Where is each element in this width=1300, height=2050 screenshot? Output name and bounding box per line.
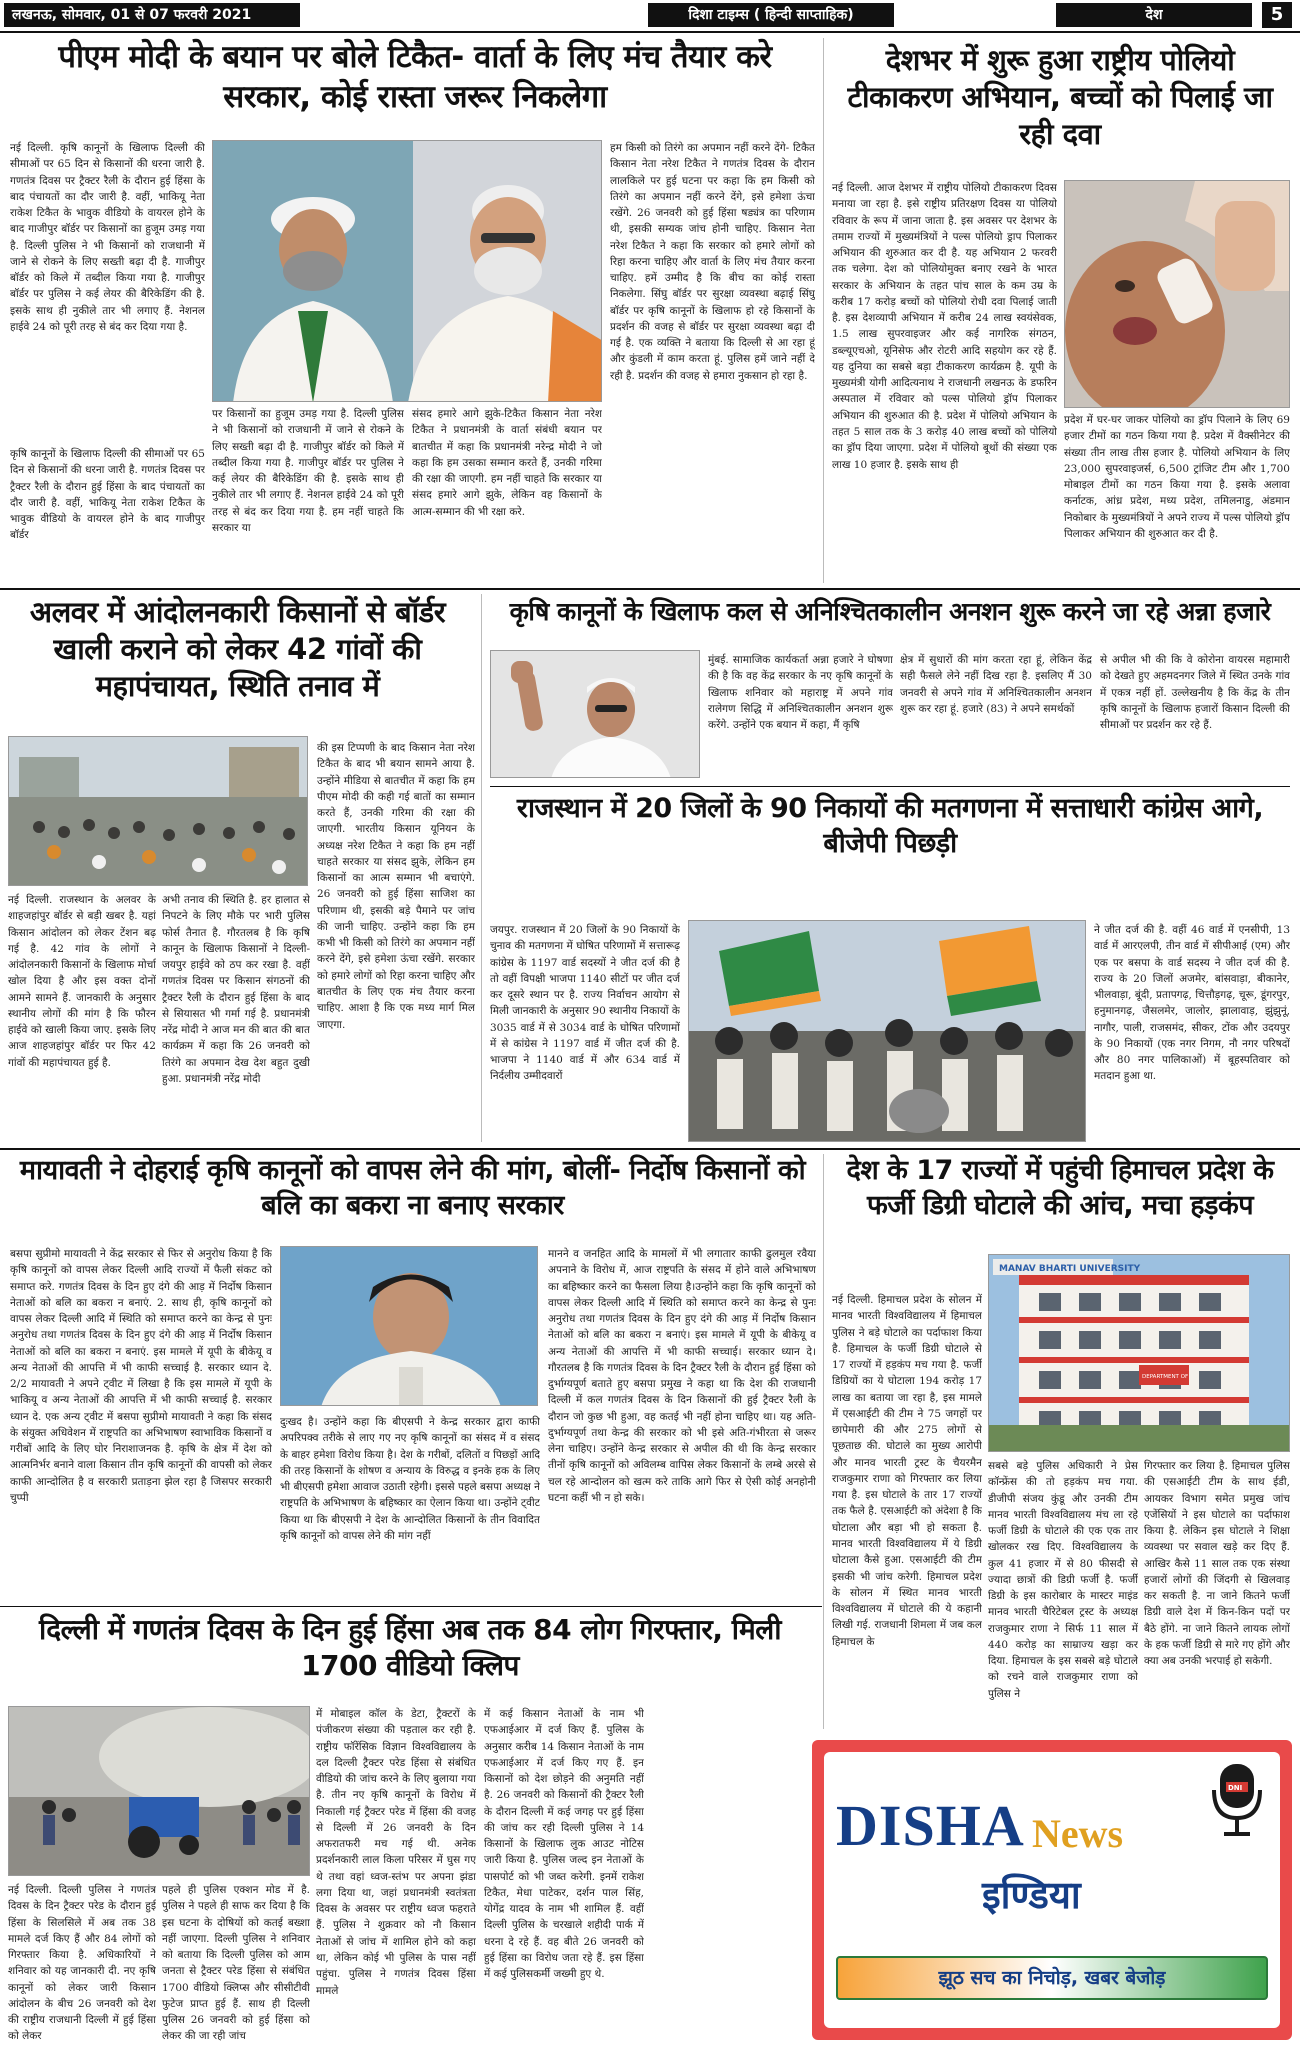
a4-headline: कृषि कानूनों के खिलाफ कल से अनिश्चितकालीन अनशन शुरू करने जा रहे अन्ना हजारे: [509, 597, 1271, 626]
a1-col4: [610, 140, 815, 582]
a7-col2: [988, 1458, 1138, 1729]
a5-col1-text: जयपुर. राजस्थान में 20 जिलों के 90 निकायों के चुनाव की मतगणना में घोषित परिणामों में सत्तारूढ़ कांग्रेस के 1197 वार्ड सदस्यों ने जीत दर्ज की है तो वहीं विपक्षी भाजपा 1140 सीटों पर जीत दर्ज कर दूसरे स्थान पर है. राज्य निर्वाचन आयोग से मिली जानकारी के अनुसार 90 स्थानीय निकायों के 3035 वार्ड में से 3034 वार्ड के घोषित परिणामों में से कांग्रेस ने 1197 वार्ड में जीत दर्ज की है. भाजपा ने 1140 वार्ड में और 634 वार्ड में निर्दलीय उम्मीदवारों: [490, 924, 680, 1083]
a2-col1: [832, 180, 1057, 582]
a2-headline: देशभर में शुरू हुआ राष्ट्रीय पोलियो टीकाकरण अभियान, बच्चों को पिलाई जा रही दवा: [847, 43, 1273, 152]
divider: [823, 38, 824, 583]
divider: [481, 594, 482, 1142]
masthead-rule: [0, 31, 1300, 33]
a8-col2-text: पहले ही पुलिस एक्शन मोड में है. पुलिस ने पहले ही साफ कर दिया है कि इस घटना के दोषियों को कतई बख्शा नहीं जाएगा. दिल्ली पुलिस ने शनिवार को बताया कि दिल्ली पुलिस को आम जनता से ट्रैक्टर परेड हिंसा से संबंधित 1700 वीडियो क्लिप्स और सीसीटीवी फुटेज प्राप्त हुई हैं. साथ ही दिल्ली पुलिस 26 जनवरी को हुई हिंसा को लेकर की जा रही जांच: [162, 1884, 310, 2042]
a1-headline: पीएम मोदी के बयान पर बोले टिकैत- वार्ता के लिए मंच तैयार करे सरकार, कोई रास्ता जरूर निकलेगा: [58, 39, 772, 115]
a8-col1-text: नई दिल्ली. दिल्ली पुलिस ने गणतंत्र दिवस के दिन ट्रैक्टर परेड के दौरान हुई हिंसा के सिलसिले में अब तक 38 मामले दर्ज किए हैं और 84 लोगों को गिरफ्तार किया है. अधिकारियों ने शनिवार को यह जानकारी दी. नए कृषि कानूनों को लेकर जारी किसान आंदोलन के बीच 26 जनवरी को देश की राष्ट्रीय राजधानी दिल्ली में हुई हिंसा को लेकर: [8, 1884, 156, 2042]
a4-col2: [900, 652, 1092, 780]
a8-col4: [484, 1706, 644, 2042]
a3-col2: [162, 892, 310, 1142]
ad-brand-news: News: [1032, 1811, 1124, 1856]
a3-col3-text: की इस टिप्पणी के बाद किसान नेता नरेश टिकैत के बाद भी बयान सामने आया है. उन्होंने मीडिया से बातचीत में कहा कि हम पीएम मोदी की कही गई बातों का सम्मान करते हैं, उनकी गरिमा की रक्षा की जाएगी. भारतीय किसान यूनियन के अध्यक्ष नरेश टिकैत ने कहा कि हम नहीं चाहते सरकार या संसद झुके, लेकिन हम किसानों का आत्म सम्मान भी बचाएंगे. 26 जनवरी को हुई हिंसा साजिश का परिणाम थी, इसकी बड़े पैमाने पर जांच की जानी चाहिए. उन्होंने कहा कि हम कभी भी किसी को तिरंगे का अपमान नहीं करने देंगे, इसे हमेशा ऊंचा रखेंगे. सरकार को हमारे लोगों को रिहा करना चाहिए और बातचीत के लिए एक मंच तैयार करना चाहिए. आशा है कि एक मध्य मार्ग मिल जाएगा.: [317, 742, 475, 1031]
section-label: देश: [1056, 3, 1252, 27]
a1-photo-tikait-modi: [212, 140, 602, 402]
a4-col3-text: से अपील भी की कि वे कोरोना वायरस महामारी को देखते हुए अहमदनगर जिले में स्थित उनके गांव में एकत्र नहीं हों. उल्लेखनीय है कि केंद्र के तीन कृषि कानूनों के खिलाफ हजारों किसान दिल्ली की सीमाओं पर प्रदर्शन कर रहे हैं.: [1100, 654, 1290, 732]
paper-name: दिशा टाइम्स ( हिन्दी साप्ताहिक): [648, 3, 894, 27]
a4-col1-text: मुंबई. सामाजिक कार्यकर्ता अन्ना हजारे ने घोषणा की है कि वह केंद्र सरकार के नए कृषि कानूनों के खिलाफ शनिवार को महाराष्ट्र में अपने गांव रालेगण सिद्धि में अनिश्चितकालीन अनशन शुरू करेंगे. उन्होंने एक बयान में कहा, मैं कृषि: [708, 654, 893, 732]
a6-col3: [548, 1246, 816, 1600]
a1-col1b: [10, 446, 205, 582]
disha-news-ad[interactable]: [812, 1740, 1292, 2040]
a2-col2: [1064, 412, 1290, 582]
department-sign: DEPARTMENT OF: [1142, 1374, 1189, 1380]
a1-col1b-text: कृषि कानूनों के खिलाफ दिल्ली की सीमाओं पर 65 दिन से किसानों की धरना जारी है. गणतंत्र दिवस पर ट्रैक्टर रैली के दौरान हुई हिंसा के बाद पंचायतों का दौर जारी है. वहीं, भाकियू नेता राकेश टिकैत के भावुक वीडियो के वायरल होने के बाद गाजीपुर बॉर्डर: [10, 448, 205, 542]
a6-col3-text: मानने व जनहित आदि के मामलों में भी लगातार काफी ढुलमुल रवैया अपनाने के विरोध में, आज राष्ट्रपति के संसद में होने वाले अभिभाषण का बहिष्कार करने का फैसला लिया है।उन्होंने कहा कि कृषि कानूनों को वापस लेकर दिल्ली आदि में स्थिति को समाप्त करने का केन्द्र से पुनः अनुरोध तथा गणतंत्र दिवस के दिन हुए दंगे की आड़ में निर्दोष किसान नेताओं को बलि का बकरा न बनाएं। इस मामले में यूपी के बीकेयू व अन्य नेताओं की आपत्ति में भी काफी सच्चाई। सरकार ध्यान दे। गौरतलब है कि गणतंत्र दिवस के दिन ट्रैक्टर रैली के दौरान हुई हिंसा को दुर्भाग्यपूर्ण बताते हुए बसपा प्रमुख ने कहा था कि देश की राजधानी दिल्ली में कल गणतंत्र दिवस के दिन किसानों की हुई ट्रैक्टर रैली के दौरान जो कुछ भी हुआ, वह कतई भी नहीं होना चाहिए था। यह अति-दुर्भाग्यपूर्ण तथा केन्द्र की सरकार को भी इसे अति-गंभीरता से जरूर लेना चाहिए। उन्होंने केन्द्र सरकार से अपील की थी कि केन्द्र सरकार तीनों कृषि कानूनों को अविलम्ब वापिस लेकर किसानों के लम्बे अरसे से चल रहे आन्दोलन को खत्म करे ताकि आगे फिर से ऐसी कोई अनहोनी घटना कहीं भी न हो सके।: [548, 1248, 816, 1504]
a3-col1: [8, 892, 156, 1142]
divider: [823, 1154, 824, 1729]
a3-photo-mahapanchayat: [8, 736, 308, 886]
a4-col1: [708, 652, 893, 780]
a6-photo-mayawati: [280, 1246, 538, 1406]
divider: [0, 1606, 822, 1607]
a8-col2: [162, 1882, 310, 2042]
a1-col2-text: पर किसानों का हुजूम उमड़ गया है. दिल्ली पुलिस ने भी किसानों को राजधानी में जाने से रोकने के लिए सख्ती बढ़ा दी है. गाजीपुर बॉर्डर को किले में तब्दील किया गया है. गाजीपुर बॉर्डर पर पुलिस ने कई लेयर की बैरिकेडिंग की है. इसके साथ ही नुकीले तार भी लगाए हैं. नेशनल हाईवे 24 को पूरी तरह से बंद कर दिया गया है. हम नहीं चाहते कि सरकार या: [212, 408, 404, 534]
section-rule: [0, 1148, 1300, 1150]
a1-col2: [212, 406, 404, 582]
a1-col3: [412, 406, 602, 582]
a1-col1: [10, 140, 205, 438]
a1-col3-text: संसद हमारे आगे झुके-टिकैत किसान नेता नरेश टिकैत ने प्रधानमंत्री के वार्ता संबंधी बयान पर बातचीत में कहा कि प्रधानमंत्री नरेन्द्र मोदी ने जो कहा कि हम उसका सम्मान करते हैं, उनकी गरिमा की रक्षा की जाएगी. हम नहीं चाहते कि सरकार या संसद हमारे आगे झुके, लेकिन वह किसानों के आत्म-सम्मान की भी रक्षा करे.: [412, 408, 602, 518]
a2-photo-polio-drops: [1064, 180, 1290, 408]
a7-col1-text: नई दिल्ली. हिमाचल प्रदेश के सोलन में मानव भारती विश्वविद्यालय में हिमाचल पुलिस ने बड़े घोटाले का पर्दाफाश किया है. हिमाचल के फर्जी डिग्री घोटाले से 17 राज्यों में हड़कंप मच गया है. फर्जी डिग्रियों का ये घोटाला 194 करोड़ 17 लाख का बताया जा रहा है, इस मामले में एसआईटी की टीम ने 75 जगहों पर छापेमारी की और 275 लोगों से पूछताछ की. घोटाले का मुख्य आरोपी और मानव भारती ट्रस्ट के चैयरमैन राजकुमार राणा को गिरफ्तार कर लिया गया है. इस घोटाले के तार 17 राज्यों तक फैले है. एसआईटी को अंदेशा है कि घोटाला और बड़ा भी हो सकता है. मानव भारती विश्वविद्यालय में ये डिग्री घोटाला कैसे हुआ. एसआईटी की टीम इसकी भी जांच करेगी. हिमाचल प्रदेश के सोलन में स्थित मानव भारती विश्वविद्यालय में घोटाले की ये कहानी लिखी गई. राजधानी शिमला में जब कल हिमाचल के: [832, 1294, 982, 1648]
masthead: [0, 0, 1300, 30]
a8-col3: [316, 1706, 476, 2042]
university-sign: MANAV BHARTI UNIVERSITY: [999, 1264, 1141, 1274]
a6-col1: [10, 1246, 272, 1600]
a7-photo-university: [988, 1254, 1290, 1452]
a8-col1: [8, 1882, 156, 2042]
a1-col4-text: हम किसी को तिरंगे का अपमान नहीं करने देंगे- टिकैत किसान नेता नरेश टिकैत ने गणतंत्र दिवस के दौरान लालकिले पर हुई घटना पर कहा कि हम किसी को तिरंगे का अपमान नहीं करने देंगे, इसे हमेशा ऊंचा रखेंगे. 26 जनवरी को हुई हिंसा षड्यंत्र का परिणाम थी, इसकी सम्यक जांच होनी चाहिए. किसान नेता नरेश टिकैत ने कहा कि सरकार को हमारे लोगों को रिहा करना चाहिए और वार्ता के लिए मंच तैयार करना चाहिए. हमें उम्मीद है कि बीच का कोई रास्ता निकलेगा. सिंघु बॉर्डर पर सुरक्षा व्यवस्था बढ़ाई सिंघु बॉर्डर पर कृषि कानूनों के खिलाफ हो रहे किसानों के प्रदर्शन की वजह से बॉर्डर पर सुरक्षा व्यवस्था बढ़ा दी गई है. एक व्यक्ति ने बताया कि दिल्ली से आ रहा हूं और कुंडली में काम करता हूं. पुलिस हमें जाने नहीं दे रही है. प्रदर्शन की वजह से हमारा नुकसान हो रहा है.: [610, 142, 815, 382]
a2-col1-text: नई दिल्ली. आज देशभर में राष्ट्रीय पोलियो टीकाकरण दिवस मनाया जा रहा है. इसे राष्ट्रीय प्रतिरक्षण दिवस या पोलियो रविवार के रूप में जाना जाता है. इस अवसर पर देशभर के तमाम राज्यों में मुख्यमंत्रियों ने पल्स पोलियो ड्राप पिलाकर अभियान की शुरुआत कर दी है. यह अभियान 2 फरवरी तक चलेगा. देश को पोलियोमुक्त बनाए रखने के भारत सरकार के अभियान के तहत पांच साल के कम उम्र के करीब 17 करोड़ बच्चों को पोलियो रोधी दवा पिलाई जाती है. इस देशव्यापी अभियान में करीब 24 लाख स्वयंसेवक, 1.5 लाख सुपरवाइजर और कई नागरिक संगठन, डब्ल्यूएचओ, यूनिसेफ और रोटरी आदि सहयोग कर रहे हैं. यह दुनिया का सबसे बड़ा टीकाकरण कार्यक्रम है. यूपी के मुख्यमंत्री योगी आदित्यनाथ ने राजधानी लखनऊ के डफरिन अस्पताल में रविवार को पल्स पोलियो ड्रॉप पिलाकर अभियान की शुरुआत की है. प्रदेश में पोलियो अभियान के तहत 5 साल तक के 3 करोड़ 40 लाख बच्चों को पोलियो का ड्रॉप दिया जाएगा. प्रदेश में पोलियो बूथों की संख्या एक लाख 10 हजार है. इसके साथ ही: [832, 182, 1057, 471]
a1-col1-text: नई दिल्ली. कृषि कानूनों के खिलाफ दिल्ली की सीमाओं पर 65 दिन से किसानों की धरना जारी है. गणतंत्र दिवस पर ट्रैक्टर रैली के दौरान हुई हिंसा के बाद पंचायतों का दौर जारी है. वहीं, भाकियू नेता राकेश टिकैत के भावुक वीडियो के वायरल होने के बाद गाजीपुर बॉर्डर पर किसानों का हुजूम उमड़ गया है. दिल्ली पुलिस ने भी किसानों को राजधानी में जाने से रोकने के लिए सख्ती बढ़ा दी है. गाजीपुर बॉर्डर को किले में तब्दील किया गया है. गाजीपुर बॉर्डर पर पुलिस ने कई लेयर की बैरिकेडिंग की है. इसके साथ ही नुकीले तार भी लगाए हैं. नेशनल हाईवे 24 को पूरी तरह से बंद कर दिया गया है.: [10, 142, 205, 333]
ad-tagline: झूठ सच का निचोड़, खबर बेजोड़: [836, 1956, 1268, 2000]
divider: [490, 786, 1290, 787]
a4-col2-text: क्षेत्र में सुधारों की मांग करता रहा हूं, लेकिन केंद्र सही फैसले लेने नहीं दिख रहा है. इसलिए मैं 30 जनवरी से अपने गांव में अनिश्चितकालीन अनशन शुरू कर रहा हूं. हजारे (83) ने अपने समर्थकों: [900, 654, 1092, 715]
a3-col1-text: नई दिल्ली. राजस्थान के अलवर के शाहजहांपुर बॉर्डर से बड़ी खबर है. यहां किसान आंदोलन को लेकर टेंशन बढ़ गई है. 42 गांव के लोगों ने आंदोलनकारी किसानों के खिलाफ मोर्चा खोल दिया है और इस वक्त दोनों आमने सामने हैं. जानकारी के अनुसार स्थानीय लोगों की मांग है कि फौरन हाईवे को खाली किया जाए. इसके लिए आज शाहजहांपुर बॉर्डर पर फिर 42 गांवों की महापंचायत हुई है.: [8, 894, 156, 1069]
page-number: 5: [1262, 2, 1292, 28]
a6-col2-text: दुःखद है। उन्होंने कहा कि बीएसपी ने केन्द्र सरकार द्वारा काफी अपरिपक्व तरीके से लाए गए नए कृषि कानूनों का संसद में व संसद के बाहर हमेशा विरोध किया है। देश के गरीबों, दलितों व पिछड़ों आदि की तरह किसानों के शोषण व अन्याय के विरुद्ध व इनके हक के लिए भी बीएसपी हमेशा आवाज उठाती रहेगी। इससे पहले बसपा अध्यक्ष ने राष्ट्रपति के अभिभाषण के बहिष्कार का ऐलान किया था। उन्होंने ट्वीट किया था कि बीएसपी ने देश के आन्दोलित किसानों के तीन विवादित कृषि कानूनों को वापस लेने की मांग नहीं: [280, 1416, 540, 1542]
a3-col3: [317, 740, 475, 1142]
a4-col3: [1100, 652, 1290, 780]
a5-headline: राजस्थान में 20 जिलों के 90 निकायों की मतगणना में सत्ताधारी कांग्रेस आगे, बीजेपी पिछड़ी: [516, 793, 1264, 859]
a5-photo-celebration: [688, 920, 1086, 1142]
a3-headline: अलवर में आंदोलनकारी किसानों से बॉर्डर खाली कराने को लेकर 42 गांवों की महापंचायत, स्थिति तनाव में: [29, 595, 446, 704]
a5-col1: [490, 922, 680, 1142]
a6-headline: मायावती ने दोहराई कृषि कानूनों को वापस लेने की मांग, बोलीं- निर्दोष किसानों को बलि का बकरा ना बनाए सरकार: [19, 1155, 806, 1221]
a2-col2-text: प्रदेश में घर-घर जाकर पोलियो का ड्रॉप पिलाने के लिए 69 हजार टीमों का गठन किया गया है. प्रदेश में वैक्सीनेटर की संख्या तीन लाख तीस हजार है. पोलियो अभियान के लिए 23,000 सुपरवाइजर्स, 6,500 ट्रांजिट टीम और 1,700 मोबाइल टीमों का गठन किया गया है. इसके अलावा कर्नाटक, आंध्र प्रदेश, मध्य प्रदेश, तमिलनाडु, अंडमान निकोबार के मुख्यमंत्रियों ने अपने राज्य में पल्स पोलियो ड्रॉप पिलाकर अभियान की शुरुआत कर दी है.: [1064, 414, 1290, 540]
mic-label: DNI: [1228, 1784, 1243, 1792]
a5-col2-text: ने जीत दर्ज की है. वहीं 46 वार्ड में एनसीपी, 13 वार्ड में आरएलपी, तीन वार्ड में सीपीआई (एम) और एक पर बसपा के वार्ड सदस्य ने जीत दर्ज की है. राज्य के 20 जिलों अजमेर, बांसवाड़ा, बीकानेर, भीलवाड़ा, बूंदी, प्रतापगढ़, चित्तौड़गढ़, चूरू, डूंगरपुर, हनुमानगढ़, जैसलमेर, जालोर, झालावाड़, झुंझुनूं, नागौर, पाली, राजसमंद, सीकर, टोंक और उदयपुर के 90 निकायों (एक नगर निगम, नौ नगर परिषदों और 80 नगर पालिकाओं) में बूहस्पतिवार को मतदान हुआ था.: [1094, 924, 1290, 1083]
a5-col2: [1094, 922, 1290, 1142]
ad-brand: DISHA: [836, 1793, 1025, 1858]
a7-col1: [832, 1292, 982, 1729]
dateline: लखनऊ, सोमवार, 01 से 07 फरवरी 2021: [4, 3, 300, 27]
a7-col3-text: गिरफ्तार कर लिया है. हिमाचल पुलिस की एसआईटी टीम के साथ ईडी, आयकर विभाग समेत प्रमुख जांच एजेंसियों ने इस घोटाले का पर्दाफाश किया है. लेकिन इस घोटाले ने शिक्षा व्यवस्था पर सवाल खड़े कर दिए हैं. आखिर कैसे 11 साल तक एक संस्था हजारों लोगों की जिंदगी से खिलवाड़ कर सकती है. ना जाने कितने फर्जी डिग्री वाले देश में किन-किन पदों पर बैठे होंगे. ना जाने कितने लायक लोगों के हक फर्जी डिग्री से मारे गए होंगे और क्या अब उनकी भरपाई हो सकेगी.: [1144, 1460, 1290, 1668]
a7-headline: देश के 17 राज्यों में पहुंची हिमाचल प्रदेश के फर्जी डिग्री घोटाले की आंच, मचा हड़कंप: [846, 1155, 1274, 1221]
a4-photo-anna-hazare: [490, 650, 700, 778]
a8-headline: दिल्ली में गणतंत्र दिवस के दिन हुई हिंसा अब तक 84 लोग गिरफ्तार, मिली 1700 वीडियो क्लिप: [39, 1613, 781, 1682]
a8-col4-text: में कई किसान नेताओं के नाम भी एफआईआर में दर्ज किए हैं. पुलिस के अनुसार करीब 14 किसान नेताओं के नाम एफआईआर में दर्ज किए गए हैं. इन किसानों को देश छोड़ने की अनुमति नहीं है. 26 जनवरी को किसानों की ट्रैक्टर रैली के दौरान दिल्ली में कई जगह पर हुई हिंसा की जांच कर रही दिल्ली पुलिस ने 14 किसानों के खिलाफ लुक आउट नोटिस जारी किया है. पुलिस जल्द इन नेताओं के पासपोर्ट को भी जब्त करेगी. इनमें राकेश टिकैत, मेधा पाटेकर, दर्शन पाल सिंह, योगेंद्र यादव के नाम भी शामिल हैं. वहीं दिल्ली पुलिस के चरखाले शहीदी पार्क में धरना दे रहे हैं. वह बीते 26 जनवरी को हुई हिंसा का विरोध जता रहे हैं. इस हिंसा में कई पुलिसकर्मी जख्मी हुए थे.: [484, 1708, 644, 1981]
microphone-icon: [1202, 1760, 1272, 1840]
a3-col2-text: अभी तनाव की स्थिति है. हर हालात से निपटने के लिए मौके पर भारी पुलिस फोर्स तैनात है. गौरतलब है कि कृषि कानून के खिलाफ किसानों ने दिल्ली-जयपुर हाईवे को ठप कर रखा है. वहीं गणतंत्र दिवस पर किसान संगठनों की ट्रैक्टर रैली के दौरान हुई हिंसा के बाद से सियासत भी गर्मा गई है. प्रधानमंत्री नरेंद्र मोदी ने आज मन की बात की बात कार्यक्रम में कहा कि 26 जनवरी को तिरंगे का अपमान देख देश बहुत दुखी हुआ. प्रधानमंत्री नरेंद्र मोदी: [162, 894, 310, 1085]
a6-col1-text: बसपा सुप्रीमो मायावती ने केंद्र सरकार से फिर से अनुरोध किया है कि कृषि कानूनों को वापस लेकर दिल्ली आदि राज्यों में फैली संकट को समाप्त करे. गणतंत्र दिवस के दिन हुए दंगे की आड़ में निर्दोष किसान नेताओं को बलि का बकरा न बनाएं. 2. साथ ही, कृषि कानूनों को वापस लेकर दिल्ली आदि में स्थिति को समाप्त करने का केन्द्र से पुनः अनुरोध तथा गणतंत्र दिवस के दिन हुए दंगे की आड़ में निर्दोष किसान नेताओं को बलि का बकरा न बनाएं. इस मामले में यूपी के बीकेयू व अन्य नेताओं की आपत्ति में भी काफी सच्चाई है. सरकार ध्यान दे. 2/2 मायावती ने अपने ट्वीट में लिखा है कि इस मामले में यूपी के भाकियू व अन्य नेताओं की आपत्ति में भी काफी सच्चाई है. सरकार ध्यान दे. एक अन्य ट्वीट में बसपा सुप्रीमो मायावती ने कहा कि संसद के संयुक्त अधिवेशन में राष्ट्रपति का अभिभाषण स्वाभाविक किसानों व गरीबों आदि के लिए घोर निराशाजनक है. कृषि के क्षेत्र में देश को आत्मनिर्भर बनाने वाला किसान तीन कृषि कानूनों की वापसी को लेकर काफी आन्दोलित है व सरकारी प्रताड़ना झेल रहा है जिसपर सरकारी चुप्पी: [10, 1248, 272, 1504]
a8-photo-tractor-violence: [8, 1706, 310, 1876]
a8-col3-text: में मोबाइल कॉल के डेटा, ट्रैक्टरों के पंजीकरण संख्या की पड़ताल कर रही है. राष्ट्रीय फॉरेंसिक विज्ञान विश्वविद्यालय के दल दिल्ली ट्रैक्टर परेड हिंसा से संबंधित वीडियो की जांच करने के लिए बुलाया गया है. तीन नए कृषि कानूनों के विरोध में निकाली गई ट्रैक्टर परेड में हिंसा की वजह से दिल्ली में 26 जनवरी के दिन अफरातफरी मच गई थी. अनेक प्रदर्शनकारी लाल किला परिसर में घुस गए थे तथा वहां ध्वज-स्तंभ पर अपना झंडा लगा दिया था, जहां प्रधानमंत्री स्वतंत्रता दिवस के अवसर पर राष्ट्रीय ध्वज फहराते हैं. पुलिस ने शुक्रवार को नौ किसान नेताओं से जांच में शामिल होने को कहा था, लेकिन कोई भी पुलिस के पास नहीं पहुंचा. पुलिस ने गणतंत्र दिवस हिंसा मामले: [316, 1708, 476, 1997]
section-rule: [0, 588, 1300, 590]
a7-col2-text: सबसे बड़े पुलिस अधिकारी ने प्रेस कॉन्फ्रेंस की तो हड़कंप मच गया. डीजीपी संजय कुंडू और उनकी टीम मानव भारती विश्वविद्यालय मंच ला रहे फर्जी डिग्री के घोटाले की एक एक तार खोलकर रख दिए. विश्वविद्यालय के कुल 41 हजार में से 80 फीसदी से ज्यादा छात्रों की डिग्री फर्जी है. फर्जी डिग्री के इस कारोबार के मास्टर माइंड मानव भारती चैरिटेबल ट्रस्ट के अध्यक्ष राजकुमार राणा ने सिर्फ 11 साल में 440 करोड़ का साम्राज्य खड़ा कर दिया. हिमाचल के इस सबसे बड़े घोटाले को रचने वाले राजकुमार राणा को पुलिस ने: [988, 1460, 1138, 1700]
ad-country: इण्डिया: [982, 1873, 1081, 1917]
a7-col3: [1144, 1458, 1290, 1729]
a6-col2: [280, 1414, 540, 1600]
